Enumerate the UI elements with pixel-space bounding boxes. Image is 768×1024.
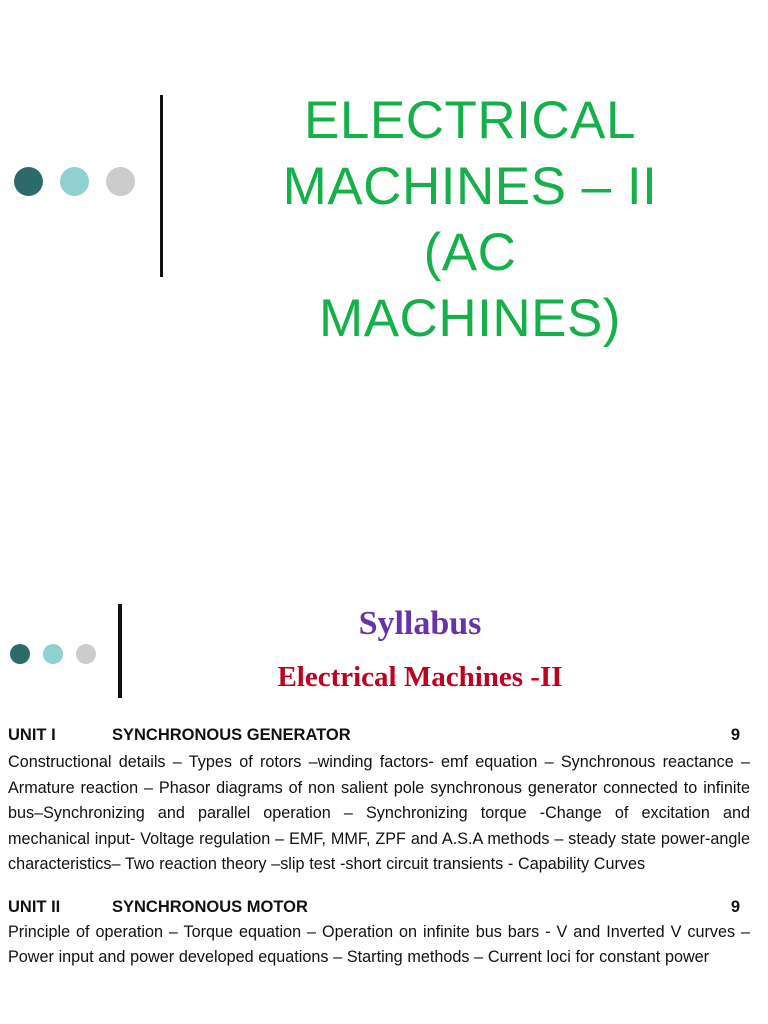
unit-description: Principle of operation – Torque equation – Operation on infinite bus bars - V and Inverted V curves – Power input and power developed equations – Starting methods – Current loci for constant power — [8, 922, 750, 966]
unit-hours: 9 — [730, 726, 740, 744]
unit-header — [8, 726, 760, 745]
decoration-dot-3 — [106, 167, 135, 196]
page-title-line-3: (AC — [423, 223, 517, 282]
decoration-dot-3 — [76, 644, 96, 664]
unit-header — [8, 898, 760, 917]
slide-decoration-secondary — [10, 604, 140, 704]
decoration-vertical-bar-secondary — [118, 604, 122, 698]
page-title — [190, 88, 750, 352]
page-title-line-2: MACHINES – II — [282, 157, 658, 216]
decoration-dot-1 — [10, 644, 30, 664]
decoration-dots — [14, 167, 152, 196]
decoration-vertical-bar — [160, 95, 163, 277]
syllabus-slide — [0, 572, 768, 1024]
decoration-dot-2 — [60, 167, 89, 196]
syllabus-subheading: Electrical Machines -II — [277, 661, 563, 693]
page-title-line-1: ELECTRICAL — [304, 91, 636, 150]
unit-title: SYNCHRONOUS MOTOR — [112, 897, 308, 916]
unit-number: UNIT I — [8, 726, 56, 744]
decoration-dot-1 — [14, 167, 43, 196]
decoration-dot-2 — [43, 644, 63, 664]
unit-number: UNIT II — [8, 897, 61, 916]
unit-title: SYNCHRONOUS GENERATOR — [112, 726, 351, 744]
unit-description: Constructional details – Types of rotors –winding factors- emf equation – Synchronous reactance – Armature reaction – Phasor diagrams of non salient pole synchronous generator connected to infinite bus–Synchronizing and parallel operation – Synchronizing torque -Change of excitation and mechanical input- Voltage regulation – EMF, MMF, ZPF and A.S.A methods – steady state power-angle characteristics– Two reaction theory –slip test -short circuit transients - Capability Curves — [8, 753, 750, 873]
decoration-dots-secondary — [10, 644, 109, 664]
syllabus-content — [8, 712, 760, 971]
page-title-line-4: MACHINES) — [319, 289, 621, 348]
unit-hours: 9 — [730, 897, 740, 916]
slide-decoration — [14, 95, 174, 285]
syllabus-heading: Syllabus — [358, 605, 482, 642]
